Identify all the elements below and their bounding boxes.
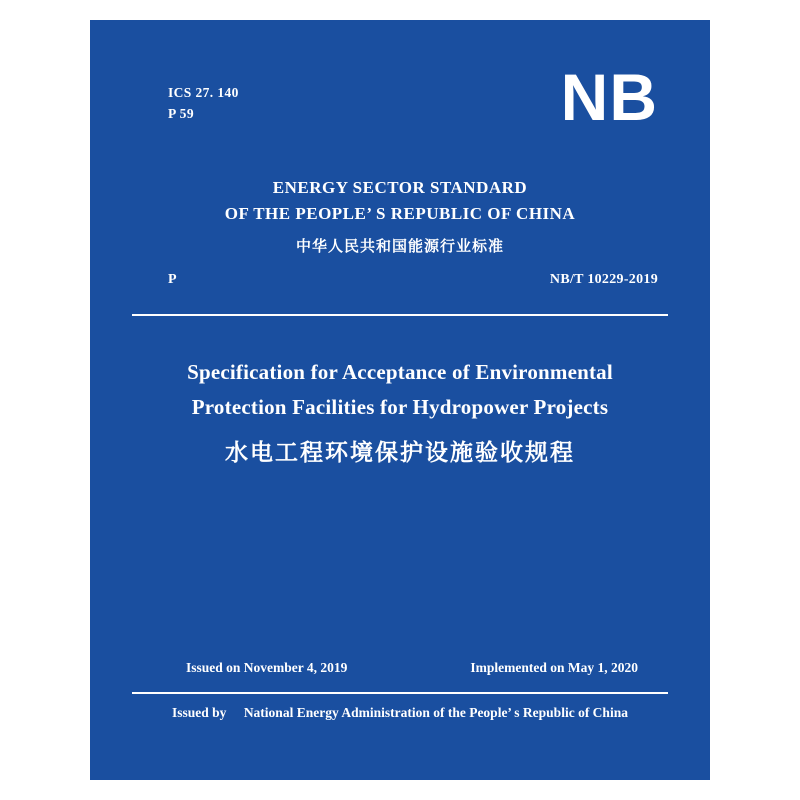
dates-row xyxy=(90,660,710,680)
standard-heading-chinese: 中华人民共和国能源行业标准 xyxy=(295,237,504,255)
title-english-line2: Protection Facilities for Hydropower Projects xyxy=(191,395,609,419)
standard-cover xyxy=(90,20,710,780)
standard-heading-english-line2: OF THE PEOPLE’ S REPUBLIC OF CHINA xyxy=(224,204,576,223)
standard-heading xyxy=(90,175,710,261)
title-block xyxy=(90,355,710,473)
issuer-row xyxy=(90,705,710,721)
title-english-line1: Specification for Acceptance of Environmental xyxy=(187,360,613,384)
title-chinese: 水电工程环境保护设施验收规程 xyxy=(225,440,575,466)
implemented-on-date: Implemented on May 1, 2020 xyxy=(470,660,638,675)
classification-letter: P xyxy=(168,272,177,287)
nb-logo: NB xyxy=(560,60,658,134)
classification-code: P 59 xyxy=(168,106,194,121)
divider-top xyxy=(132,314,668,316)
issued-on-date: Issued on November 4, 2019 xyxy=(186,660,348,675)
issuer-name: National Energy Administration of the People’ s Republic of China xyxy=(243,705,628,720)
code-row xyxy=(90,272,710,294)
issued-by-label: Issued by xyxy=(172,705,227,720)
ics-number: ICS 27. 140 xyxy=(168,85,239,100)
standard-number: NB/T 10229-2019 xyxy=(549,272,658,287)
ics-classification-block xyxy=(168,82,239,124)
standard-heading-english-line1: ENERGY SECTOR STANDARD xyxy=(272,178,528,197)
divider-bottom xyxy=(132,692,668,694)
